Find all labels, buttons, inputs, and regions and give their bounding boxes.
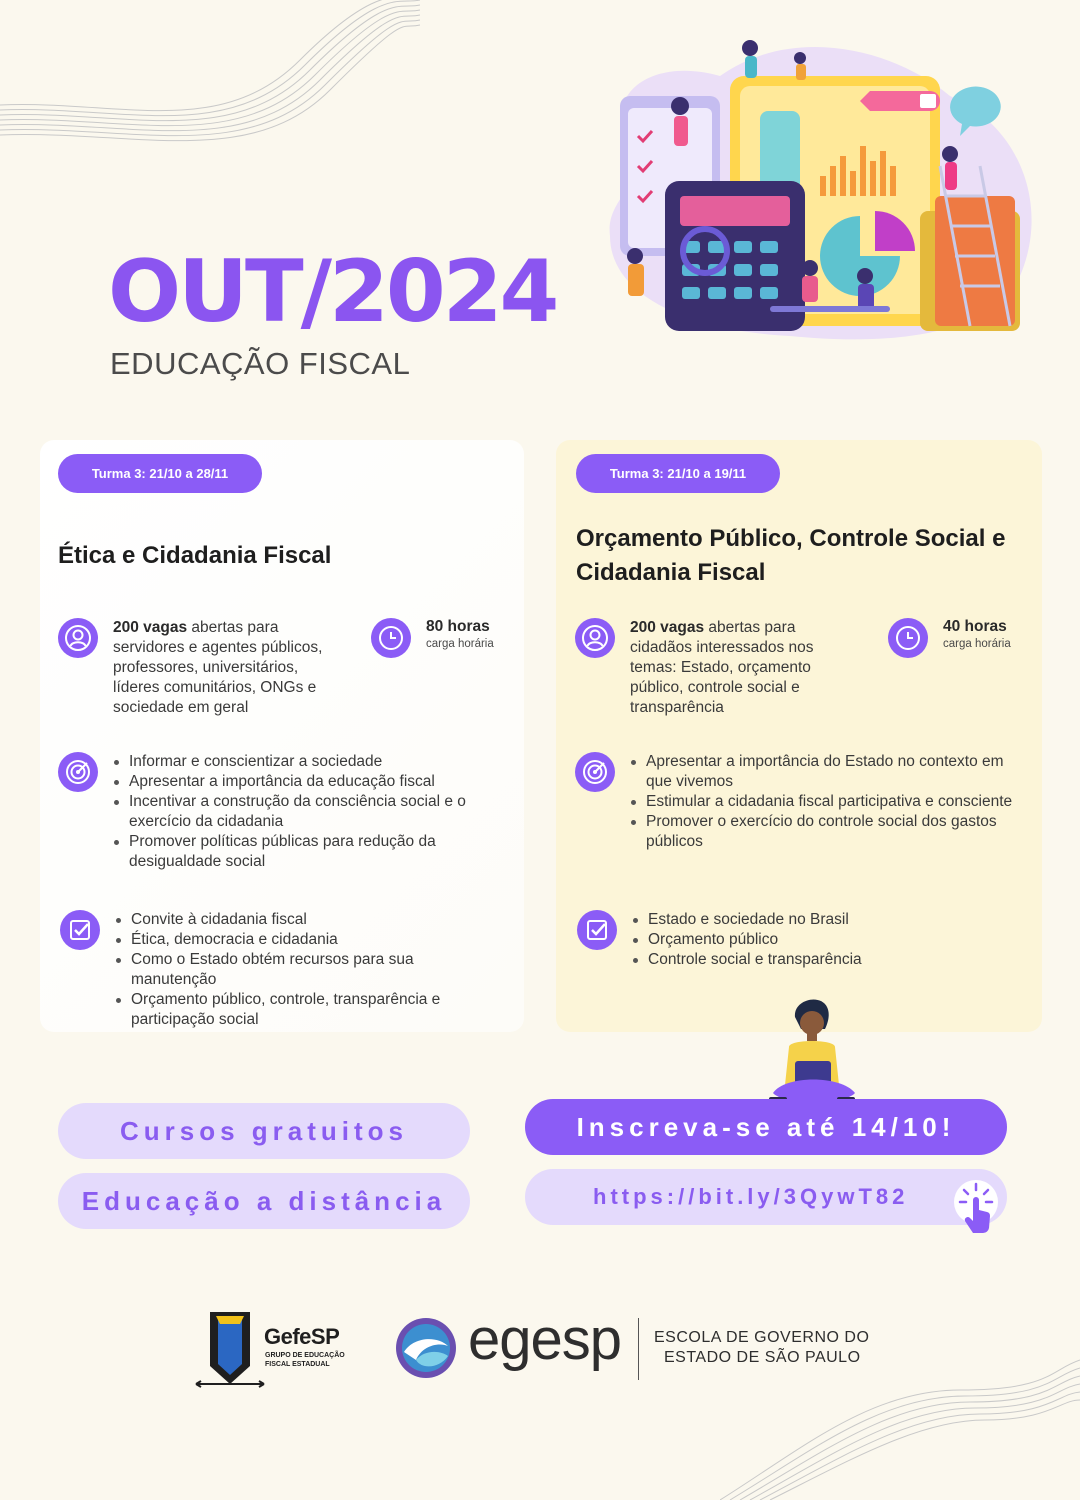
turma-badge: Turma 3: 21/10 a 28/11 (58, 454, 262, 493)
distance-learning-badge: Educação a distância (58, 1173, 470, 1229)
page-subtitle: EDUCAÇÃO FISCAL (110, 346, 411, 381)
vagas-count: 200 vagas (113, 619, 188, 636)
list-item: Promover o exercício do controle social dos gastos públicos (630, 812, 1020, 852)
list-item: Apresentar a importância do Estado no contexto em que vivemos (630, 752, 1020, 792)
contents-list (632, 910, 1012, 970)
list-item: Como o Estado obtém recursos para sua manutenção (115, 950, 495, 990)
vagas-text (113, 618, 343, 718)
egesp-name: egesp (468, 1307, 622, 1372)
clock-icon (888, 618, 928, 658)
vagas-text (630, 618, 840, 718)
logo-divider (638, 1318, 639, 1380)
list-item: Ética, democracia e cidadania (115, 930, 495, 950)
contents-list (115, 910, 495, 1030)
course-card-etica (40, 440, 524, 1032)
gefesp-name-text: GefeSP (264, 1324, 340, 1349)
target-icon (575, 752, 615, 792)
list-item: Apresentar a importância da educação fiscal (113, 772, 513, 792)
objectives-list (630, 752, 1020, 852)
turma-badge: Turma 3: 21/10 a 19/11 (576, 454, 780, 493)
vagas-count: 200 vagas (630, 619, 705, 636)
egesp-logo-mark (394, 1316, 458, 1380)
objectives-list (113, 752, 513, 872)
list-item: Estimular a cidadania fiscal participativa e consciente (630, 792, 1020, 812)
course-title: Ética e Cidadania Fiscal (58, 542, 332, 569)
decorative-waves-top-left (0, 0, 420, 180)
clock-icon (371, 618, 411, 658)
egesp-line-2: ESTADO DE SÃO PAULO (664, 1349, 861, 1366)
gefesp-subtitle-2: FISCAL ESTADUAL (265, 1361, 330, 1368)
checklist-icon (60, 910, 100, 950)
gefesp-subtitle-1: GRUPO DE EDUCAÇÃO (265, 1352, 345, 1359)
free-courses-badge: Cursos gratuitos (58, 1103, 470, 1159)
hours-value: 40 horas (943, 618, 1007, 635)
user-circle-icon (58, 618, 98, 658)
gefesp-name (264, 1324, 339, 1350)
list-item: Promover políticas públicas para redução da desigualdade social (113, 832, 513, 872)
vagas-description: abertas para servidores e agentes públicos, professores, universitários, líderes comunitários, ONGs e sociedade em geral (113, 619, 323, 716)
list-item: Controle social e transparência (632, 950, 1012, 970)
signup-link[interactable] (525, 1169, 1007, 1225)
course-card-orcamento (556, 440, 1042, 1032)
list-item: Orçamento público (632, 930, 1012, 950)
hours-label: carga horária (426, 638, 494, 650)
finance-illustration (590, 36, 1050, 346)
hours-value: 80 horas (426, 618, 490, 635)
list-item: Informar e conscientizar a sociedade (113, 752, 513, 772)
gefesp-logo (194, 1308, 266, 1388)
list-item: Convite à cidadania fiscal (115, 910, 495, 930)
vagas-description: abertas para cidadãos interessados nos temas: Estado, orçamento público, controle social e transparência (630, 619, 814, 716)
course-title: Orçamento Público, Controle Social e Cidadania Fiscal (576, 525, 1006, 586)
user-circle-icon (575, 618, 615, 658)
signup-button[interactable]: Inscreva-se até 14/10! (525, 1099, 1007, 1155)
list-item: Estado e sociedade no Brasil (632, 910, 1012, 930)
list-item: Incentivar a construção da consciência social e o exercício da cidadania (113, 792, 513, 832)
date-title: OUT/2024 (108, 242, 557, 342)
target-icon (58, 752, 98, 792)
list-item: Orçamento público, controle, transparência e participação social (115, 990, 495, 1030)
egesp-line-1: ESCOLA DE GOVERNO DO (654, 1329, 870, 1346)
signup-link-text: https://bit.ly/3QywT82 (593, 1184, 909, 1209)
checklist-icon (577, 910, 617, 950)
hours-label: carga horária (943, 638, 1011, 650)
